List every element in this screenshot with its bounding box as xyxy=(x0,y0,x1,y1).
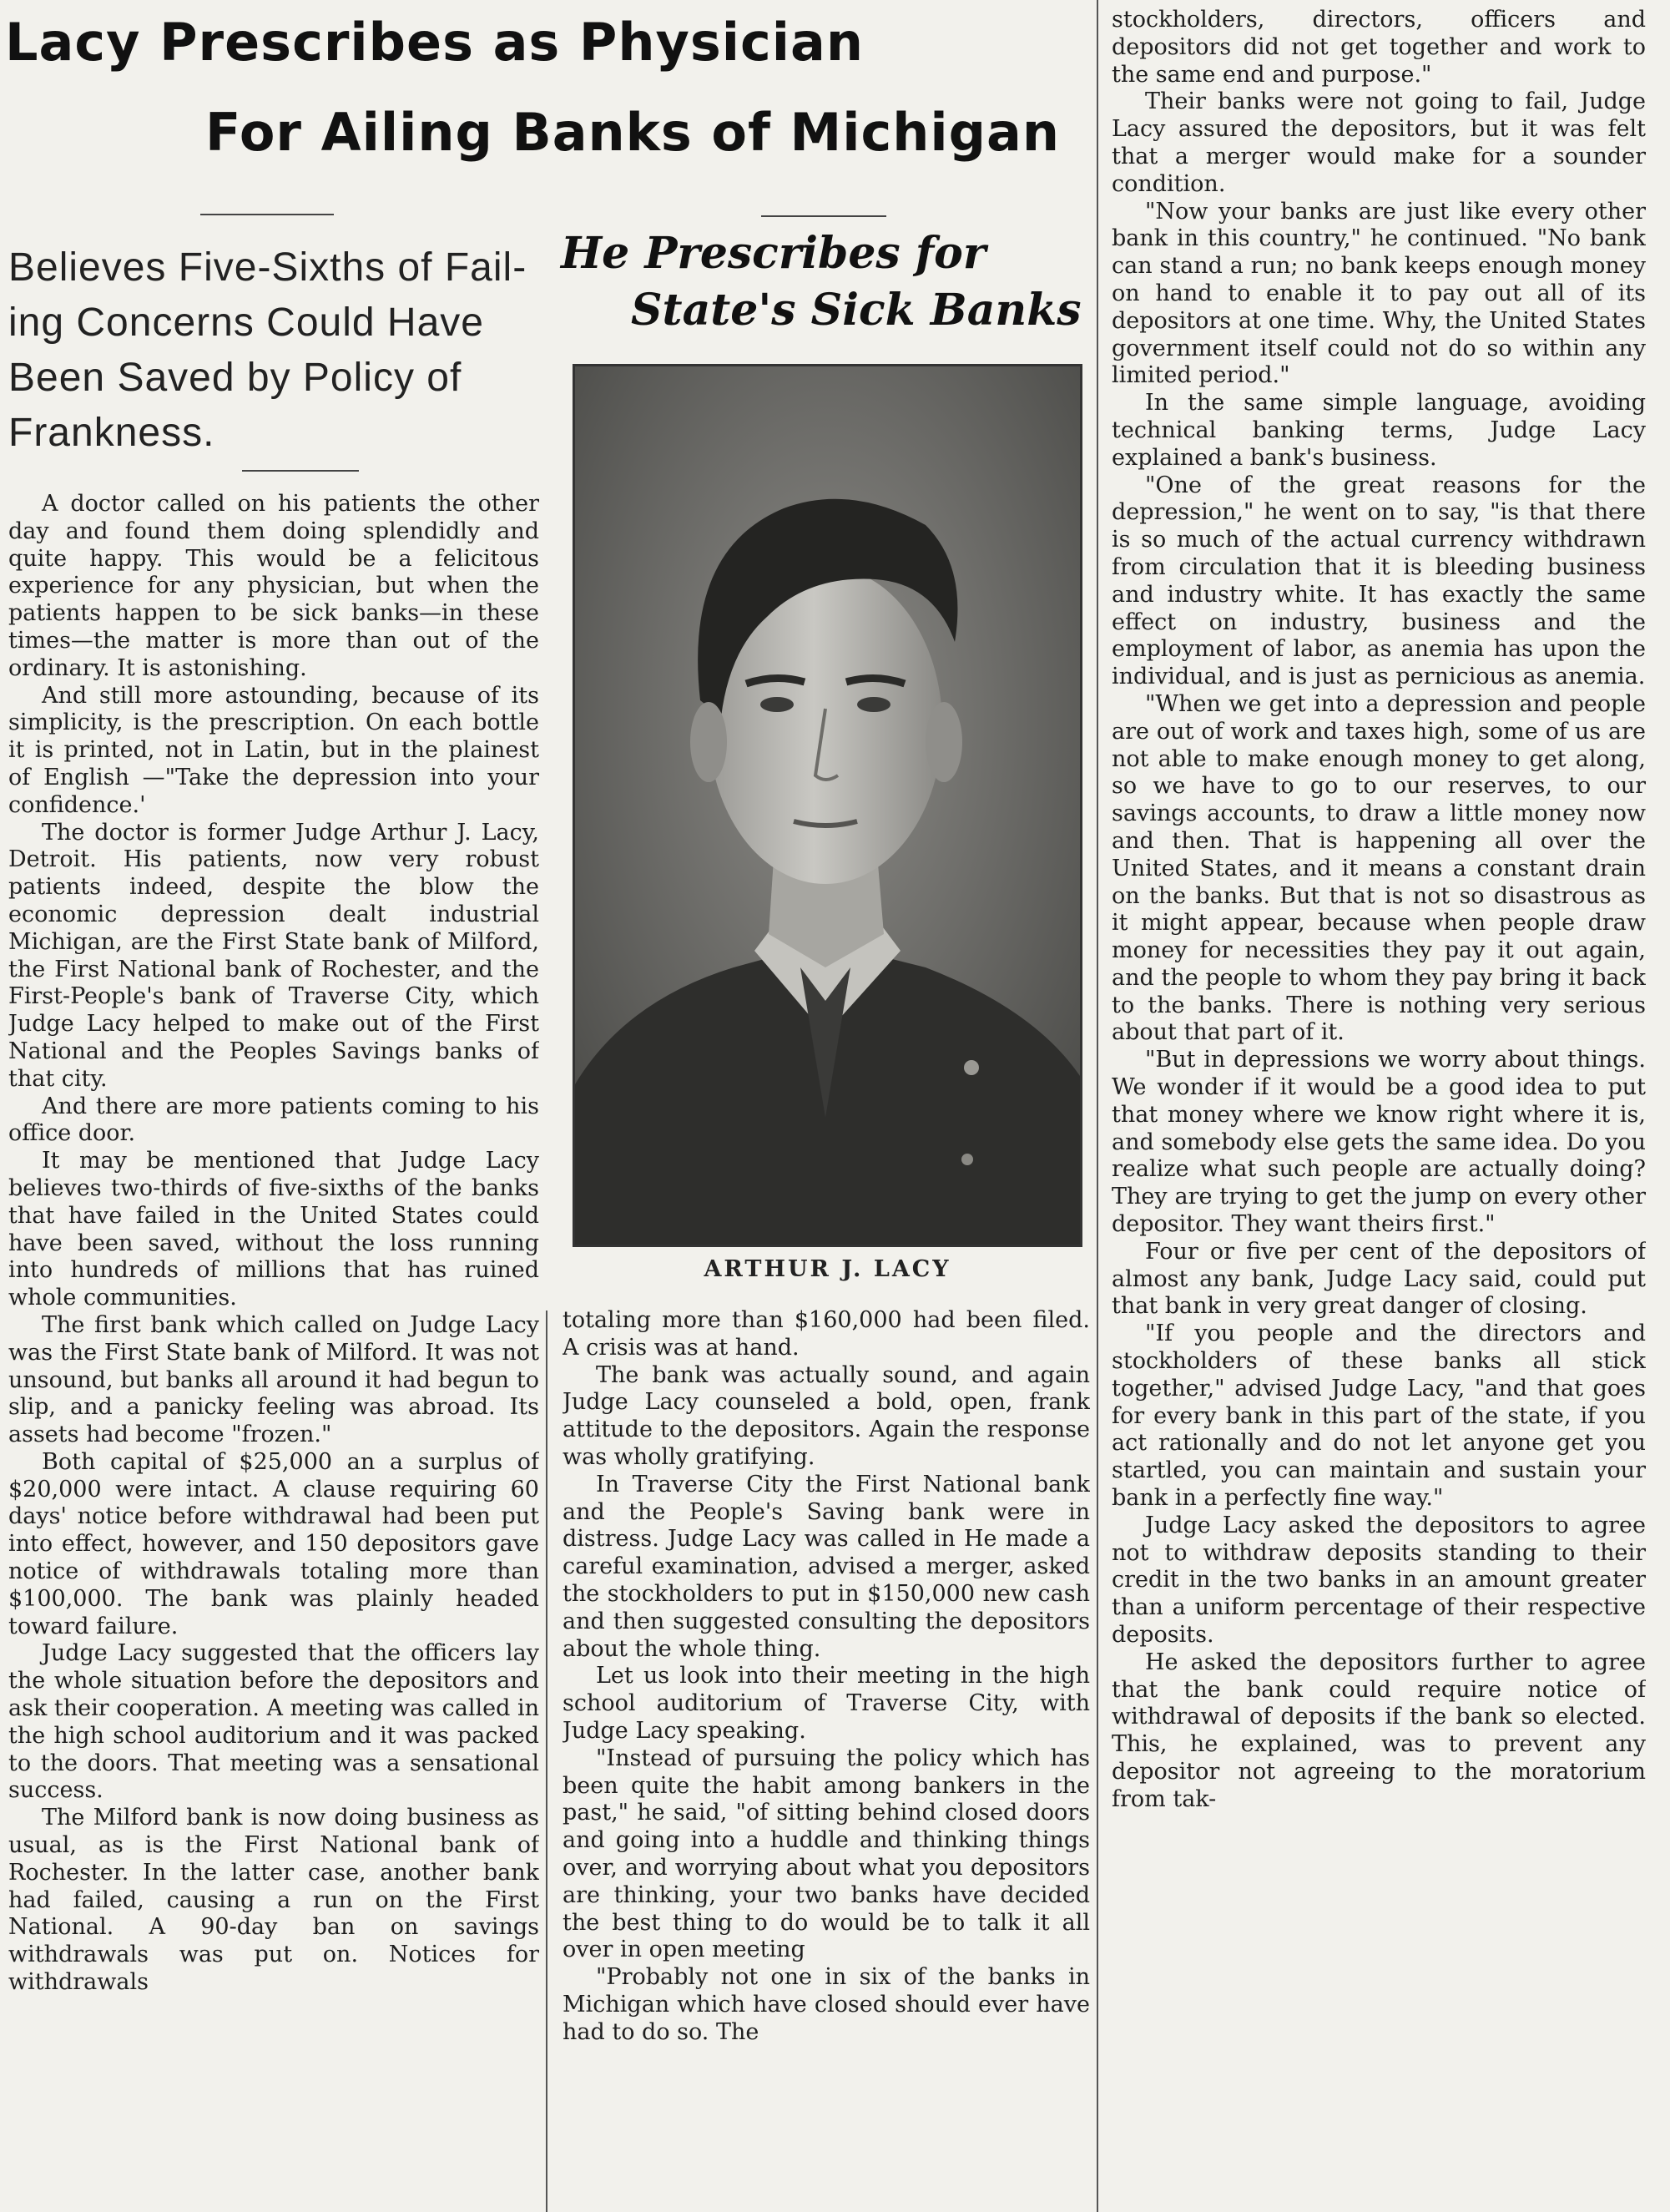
headline-line-1: Lacy Prescribes as Physician xyxy=(5,12,865,73)
paragraph: "Now your banks are just like every other bank in this country," he continued. "No bank can stand a run; no bank keeps enough money on hand to enable it to pay out all of its depositors at one time. Why, the United States government itself could not do so within any limited period." xyxy=(1112,198,1646,389)
deck-line: Been Saved by Policy of xyxy=(8,356,462,400)
deck-line: Frankness. xyxy=(8,411,215,455)
paragraph: Both capital of $25,000 an a surplus of $20,000 were intact. A clause requiring 60 days' notice before withdrawal had been put into effect, however, and 150 depositors gave notice of withdrawals totaling more than $100,000. The bank was plainly headed toward failure. xyxy=(8,1448,539,1639)
headline-line-2: For Ailing Banks of Michigan xyxy=(205,102,1060,163)
paragraph: "Instead of pursuing the policy which has been quite the habit among bankers in the past," he said, "of sitting behind closed doors and going into a huddle and thinking things over, and worrying about what you depositors are thinking, your two banks have decided the best thing to do would be to talk it all over in open meeting xyxy=(563,1745,1090,1963)
article-column-3 xyxy=(1112,7,1646,2204)
deck-divider xyxy=(242,470,359,472)
photo-headline-line: He Prescribes for xyxy=(561,228,986,279)
paragraph: "But in depressions we worry about things. We wonder if it would be a good idea to put that money where we know right where it is, and somebody else gets the same idea. Do you realize what such people are actually doing? They are trying to get the jump on every other depositor. They want theirs first." xyxy=(1112,1047,1646,1238)
headline-divider xyxy=(200,214,334,215)
paragraph: In the same simple language, avoiding technical banking terms, Judge Lacy explained a bank's business. xyxy=(1112,390,1646,471)
paragraph: "Probably not one in six of the banks in Michigan which have closed should ever have had to do so. The xyxy=(563,1964,1090,2045)
paragraph: Their banks were not going to fail, Judge Lacy assured the depositors, but it was felt that a merger would make for a sounder condition. xyxy=(1112,88,1646,197)
paragraph: The bank was actually sound, and again Judge Lacy counseled a bold, open, frank attitude to the depositors. Again the response was wholly gratifying. xyxy=(563,1361,1090,1470)
paragraph: "One of the great reasons for the depression," he went on to say, "is that there is so much of the actual currency withdrawn from circulation that it is bleeding business and industry white. It has exactly the same effect on industry, business and the employment of labor, as anemia has upon the individual, and is just as pernicious as anemia. xyxy=(1112,472,1646,690)
paragraph: The Milford bank is now doing business as usual, as is the First National bank of Rochester. In the latter case, another bank had failed, causing a run on the First National. A 90-day ban on savings withdrawals was put on. Notices for withdrawals xyxy=(8,1805,539,1996)
photo-headline-line: State's Sick Banks xyxy=(631,285,1082,336)
paragraph: A doctor called on his patients the other day and found them doing splendidly and quite happy. This would be a felicitous experience for any physician, but when the patients happen to be sick banks—in these times—the matter is more than out of the ordinary. It is astonishing. xyxy=(8,491,539,681)
column-rule-right xyxy=(1097,0,1098,2212)
paragraph: stockholders, directors, officers and depositors did not get together and work to the same end and purpose." xyxy=(1112,7,1646,88)
photo-caption: ARTHUR J. LACY xyxy=(704,1256,951,1282)
article-column-2 xyxy=(563,1307,1090,2204)
paragraph: The first bank which called on Judge Lacy was the First State bank of Milford. It was not unsound, but banks all around it had begun to slip, and a panicky feeling was abroad. Its assets had become "frozen." xyxy=(8,1311,539,1448)
column-rule-left xyxy=(546,1311,547,2212)
paragraph: And there are more patients coming to his office door. xyxy=(8,1093,539,1147)
paragraph: The doctor is former Judge Arthur J. Lacy, Detroit. His patients, now very robust patients indeed, despite the blow the economic depression dealt industrial Michigan, are the First State bank of Milford, the First National bank of Rochester, and the First-People's bank of Traverse City, which Judge Lacy helped to make out of the First National and the Peoples Savings banks of that city. xyxy=(8,819,539,1092)
paragraph: Judge Lacy suggested that the officers lay the whole situation before the depositors and ask their cooperation. A meeting was called in the high school auditorium and it was packed to the doors. That meeting was a sensational success. xyxy=(8,1640,539,1804)
paragraph: "When we get into a depression and people are out of work and taxes high, some of us are not able to make enough money to get along, so we have to go to our reserves, to our savings accounts, to draw a little money now and then. That is happening all over the United States, and it means a constant drain on the banks. But that is not so disastrous as it might appear, because when people draw money for necessities they pay it out again, and the people to whom they pay bring it back to the banks. There is nothing very serious about that part of it. xyxy=(1112,690,1646,1046)
paragraph: And still more astounding, because of its simplicity, is the prescription. On each bottle it is printed, not in Latin, but in the plainest of English —"Take the depression into your confidence.' xyxy=(8,682,539,818)
portrait-photo xyxy=(573,364,1082,1247)
deck-line: Believes Five-Sixths of Fail- xyxy=(8,245,527,290)
paragraph: He asked the depositors further to agree that the bank could require notice of withdrawal of deposits if the bank so elected. This, he explained, was to prevent any depositor not agreeing to the moratorium from tak- xyxy=(1112,1649,1646,1812)
paragraph: Four or five per cent of the depositors of almost any bank, Judge Lacy said, could put that bank in very great danger of closing. xyxy=(1112,1238,1646,1320)
photo-head-divider xyxy=(761,215,886,217)
photo-headline xyxy=(561,225,1087,339)
portrait-illustration xyxy=(575,366,1080,1245)
paragraph: In Traverse City the First National bank and the People's Saving bank were in distress. Judge Lacy was called in He made a careful examination, advised a merger, asked the stockholders to put in $150,000 new cash and then suggested consulting the depositors about the whole thing. xyxy=(563,1471,1090,1662)
paragraph: totaling more than $160,000 had been filed. A crisis was at hand. xyxy=(563,1307,1090,1361)
deck-subheadline xyxy=(8,240,534,461)
paragraph: It may be mentioned that Judge Lacy believes two-thirds of five-sixths of the banks that have failed in the United States could have been saved, without the loss running into hundreds of millions that has ruined whole communities. xyxy=(8,1148,539,1311)
deck-line: ing Concerns Could Have xyxy=(8,300,484,345)
paragraph: Let us look into their meeting in the high school auditorium of Traverse City, with Judge Lacy speaking. xyxy=(563,1663,1090,1744)
paragraph: "If you people and the directors and stockholders of these banks all stick together," advised Judge Lacy, "and that goes for every bank in this part of the state, if you act rationally and do not let anyone get you startled, you can maintain and sustain your bank in a perfectly fine way." xyxy=(1112,1321,1646,1512)
paragraph: Judge Lacy asked the depositors to agree not to withdraw deposits standing to their credit in the two banks in an amount greater than a uniform percentage of their respective deposits. xyxy=(1112,1512,1646,1649)
article-column-1 xyxy=(8,491,539,2204)
